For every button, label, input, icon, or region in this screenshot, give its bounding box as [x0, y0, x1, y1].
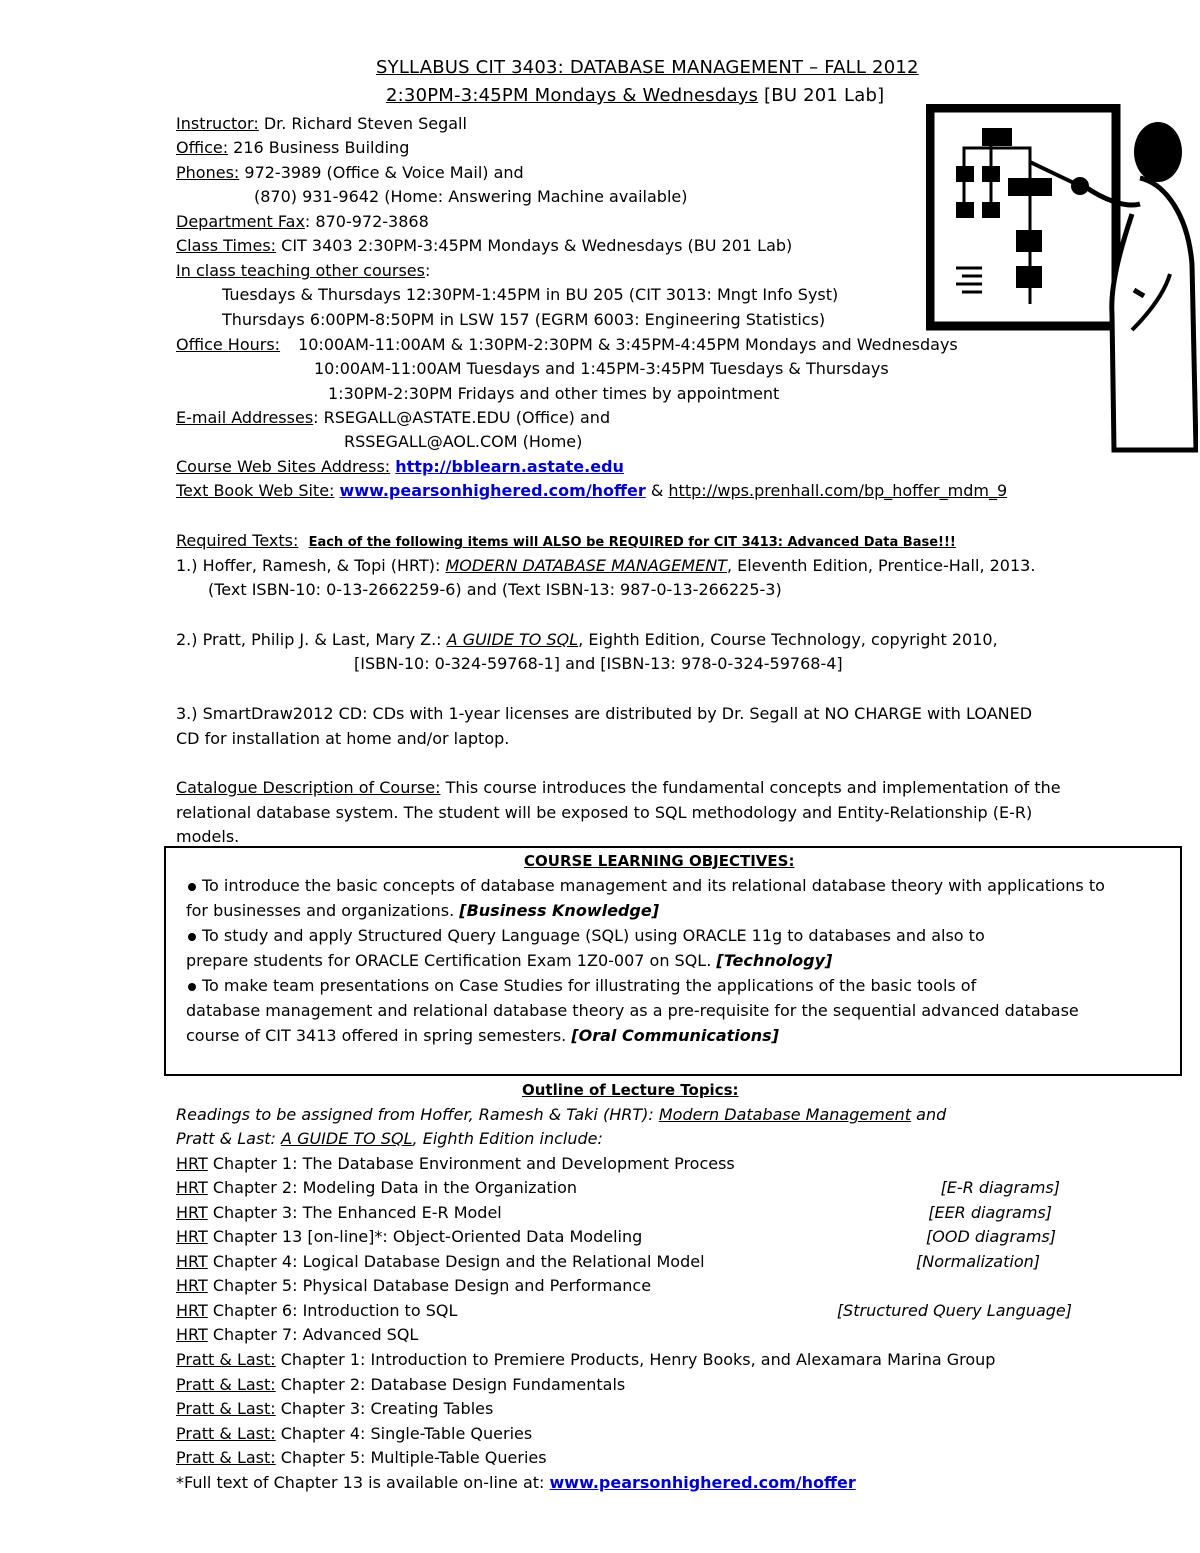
- chapter-tag: [OOD diagrams]: [926, 1227, 1056, 1246]
- office-line: [176, 138, 409, 158]
- hrt-chapter-item: HRT Chapter 3: The Enhanced E-R Model: [176, 1203, 502, 1222]
- footnote-link[interactable]: www.pearsonhighered.com/hoffer: [549, 1473, 856, 1492]
- phones-line: [176, 163, 524, 183]
- readings-pratt-title: A GUIDE TO SQL: [281, 1129, 413, 1148]
- other-courses-line: [176, 261, 430, 281]
- hrt-chapter-item: HRT Chapter 13 [on-line]*: Object-Oriented Data Modeling: [176, 1227, 643, 1246]
- text-3-line-1: 3.) SmartDraw2012 CD: CDs with 1-year licenses are distributed by Dr. Segall at NO CHARGE with LOANED: [176, 704, 1033, 723]
- chapter-tag: [Normalization]: [916, 1252, 1040, 1271]
- other-course-2: Thursdays 6:00PM-8:50PM in LSW 157 (EGRM 6003: Engineering Statistics): [222, 310, 826, 329]
- text-3-line-2: CD for installation at home and/or laptop.: [176, 729, 510, 748]
- class-times-label: Class Times:: [176, 236, 277, 255]
- pratt-chapter-item: Pratt & Last: Chapter 1: Introduction to Premiere Products, Henry Books, and Alexamara Marina Group: [176, 1350, 996, 1369]
- course-web-line: [176, 457, 624, 477]
- email-colon: :: [313, 408, 324, 427]
- text-2-title: A GUIDE TO SQL: [446, 630, 579, 649]
- office-hours-2: 10:00AM-11:00AM Tuesdays and 1:45PM-3:45PM Tuesdays & Thursdays: [314, 359, 889, 378]
- book-web-link-2[interactable]: http://wps.prenhall.com/bp_hoffer_mdm_9: [668, 481, 1008, 500]
- footnote-line: *Full text of Chapter 13 is available on-line at: www.pearsonhighered.com/hoffer: [176, 1473, 856, 1492]
- text-2-line-1: [176, 630, 998, 650]
- objective-2-line-2: prepare students for ORACLE Certification Exam 1Z0-007 on SQL. [Technology]: [186, 951, 833, 970]
- objectives-heading: COURSE LEARNING OBJECTIVES:: [524, 852, 795, 870]
- catalogue-line-3: models.: [176, 827, 240, 846]
- instructor-line: [176, 114, 467, 134]
- phones-value: 972-3989 (Office & Voice Mail) and: [239, 163, 524, 182]
- readings-line-2: Pratt & Last: A GUIDE TO SQL, Eighth Edition include:: [176, 1129, 603, 1148]
- objective-1-line-1: To introduce the basic concepts of database management and its relational database theory with applications to: [188, 876, 1105, 896]
- catalogue-text-1: This course introduces the fundamental concepts and implementation of the: [440, 778, 1061, 797]
- objective-3-line-3: course of CIT 3413 offered in spring semesters. [Oral Communications]: [186, 1026, 779, 1045]
- readings-hrt-title: Modern Database Management: [658, 1105, 912, 1124]
- pratt-chapter-item: Pratt & Last: Chapter 4: Single-Table Queries: [176, 1424, 533, 1443]
- chapter-tag: [EER diagrams]: [928, 1203, 1052, 1222]
- other-courses-label: In class teaching other courses: [176, 261, 425, 280]
- bullet-icon: [188, 983, 196, 991]
- email-home: RSSEGALL@AOL.COM (Home): [344, 432, 583, 451]
- text-2-authors: 2.) Pratt, Philip J. & Last, Mary Z.:: [176, 630, 447, 649]
- book-web-label: Text Book Web Site:: [176, 481, 335, 500]
- office-hours-line: [176, 335, 958, 355]
- hrt-chapter-item: HRT Chapter 1: The Database Environment and Development Process: [176, 1154, 735, 1173]
- office-label: Office:: [176, 138, 229, 157]
- text-1-line-1: [176, 556, 1035, 576]
- hrt-chapter-item: HRT Chapter 6: Introduction to SQL: [176, 1301, 458, 1320]
- chapter-tag: [E-R diagrams]: [940, 1178, 1060, 1197]
- objective-2-tag: [Technology]: [716, 951, 833, 970]
- email-office: RSEGALL@ASTATE.EDU (Office) and: [323, 408, 611, 427]
- class-times-value: CIT 3403 2:30PM-3:45PM Mondays & Wednesdays (BU 201 Lab): [276, 236, 793, 255]
- required-texts-note: Each of the following items will ALSO be REQUIRED for CIT 3413: Advanced Data Base!!!: [308, 535, 956, 550]
- pratt-chapter-item: Pratt & Last: Chapter 3: Creating Tables: [176, 1399, 494, 1418]
- text-1-authors: 1.) Hoffer, Ramesh, & Topi (HRT):: [176, 556, 446, 575]
- hrt-chapter-item: HRT Chapter 5: Physical Database Design and Performance: [176, 1276, 652, 1295]
- class-schedule-header: [386, 86, 884, 106]
- objective-1-tag: [Business Knowledge]: [459, 901, 659, 920]
- presenter-clipart: [926, 104, 1198, 454]
- bullet-icon: [188, 933, 196, 941]
- email-line: [176, 408, 610, 428]
- required-texts-label: Required Texts:: [176, 531, 299, 550]
- readings-line-1: Readings to be assigned from Hoffer, Ramesh & Taki (HRT): Modern Database Management and: [176, 1105, 947, 1124]
- catalogue-line-1: [176, 778, 1061, 798]
- office-hours-label: Office Hours:: [176, 335, 281, 354]
- instructor-label: Instructor:: [176, 114, 259, 133]
- text-2-isbn: [ISBN-10: 0-324-59768-1] and [ISBN-13: 978-0-324-59768-4]: [354, 654, 843, 673]
- book-web-amp: &: [645, 481, 669, 500]
- book-web-line: [176, 481, 1007, 501]
- office-hours-1: 10:00AM-11:00AM & 1:30PM-2:30PM & 3:45PM-4:45PM Mondays and Wednesdays: [298, 335, 958, 354]
- objective-2-line-1: To study and apply Structured Query Language (SQL) using ORACLE 11g to databases and also to: [188, 926, 985, 946]
- other-courses-colon: :: [424, 261, 431, 280]
- course-web-link[interactable]: http://bblearn.astate.edu: [395, 457, 624, 476]
- class-time: 2:30PM-3:45PM Mondays & Wednesdays: [386, 85, 759, 106]
- catalogue-line-2: relational database system. The student will be exposed to SQL methodology and Entity-Relationship (E-R): [176, 803, 1033, 822]
- phones-label: Phones:: [176, 163, 240, 182]
- chapter-tag: [Structured Query Language]: [836, 1301, 1072, 1320]
- text-1-isbn: (Text ISBN-10: 0-13-2662259-6) and (Text ISBN-13: 987-0-13-266225-3): [208, 580, 782, 599]
- instructor-value: Dr. Richard Steven Segall: [258, 114, 467, 133]
- fax-label: Department Fax: [176, 212, 305, 231]
- text-2-edition: , Eighth Edition, Course Technology, copyright 2010,: [578, 630, 998, 649]
- hrt-chapter-item: HRT Chapter 7: Advanced SQL: [176, 1325, 419, 1344]
- page-title: SYLLABUS CIT 3403: DATABASE MANAGEMENT – FALL 2012: [376, 57, 919, 78]
- book-web-link[interactable]: www.pearsonhighered.com/hoffer: [339, 481, 646, 500]
- office-value: 216 Business Building: [228, 138, 410, 157]
- objective-3-line-2: database management and relational database theory as a pre-requisite for the sequential advanced database: [186, 1001, 1079, 1020]
- fax-value: : 870-972-3868: [304, 212, 429, 231]
- class-times-line: [176, 236, 792, 256]
- outline-heading: Outline of Lecture Topics:: [522, 1081, 739, 1099]
- course-web-label: Course Web Sites Address:: [176, 457, 391, 476]
- fax-line: [176, 212, 429, 232]
- objective-3-tag: [Oral Communications]: [571, 1026, 779, 1045]
- hrt-chapter-item: HRT Chapter 4: Logical Database Design and the Relational Model: [176, 1252, 705, 1271]
- hrt-chapter-item: HRT Chapter 2: Modeling Data in the Organization: [176, 1178, 578, 1197]
- bullet-icon: [188, 883, 196, 891]
- objective-3-line-1: To make team presentations on Case Studies for illustrating the applications of the basic tools of: [188, 976, 976, 996]
- office-hours-3: 1:30PM-2:30PM Fridays and other times by appointment: [328, 384, 780, 403]
- catalogue-label: Catalogue Description of Course:: [176, 778, 441, 797]
- email-label: E-mail Addresses: [176, 408, 314, 427]
- required-texts-line: [176, 531, 956, 553]
- phones-line-2: (870) 931-9642 (Home: Answering Machine available): [254, 187, 688, 206]
- class-room: [BU 201 Lab]: [758, 85, 885, 106]
- pratt-chapter-item: Pratt & Last: Chapter 5: Multiple-Table Queries: [176, 1448, 547, 1467]
- objective-1-line-2: for businesses and organizations. [Business Knowledge]: [186, 901, 659, 920]
- pratt-chapter-item: Pratt & Last: Chapter 2: Database Design Fundamentals: [176, 1375, 626, 1394]
- other-course-1: Tuesdays & Thursdays 12:30PM-1:45PM in BU 205 (CIT 3013: Mngt Info Syst): [222, 285, 839, 304]
- text-1-title: MODERN DATABASE MANAGEMENT: [445, 556, 727, 575]
- text-1-edition: , Eleventh Edition, Prentice-Hall, 2013.: [726, 556, 1036, 575]
